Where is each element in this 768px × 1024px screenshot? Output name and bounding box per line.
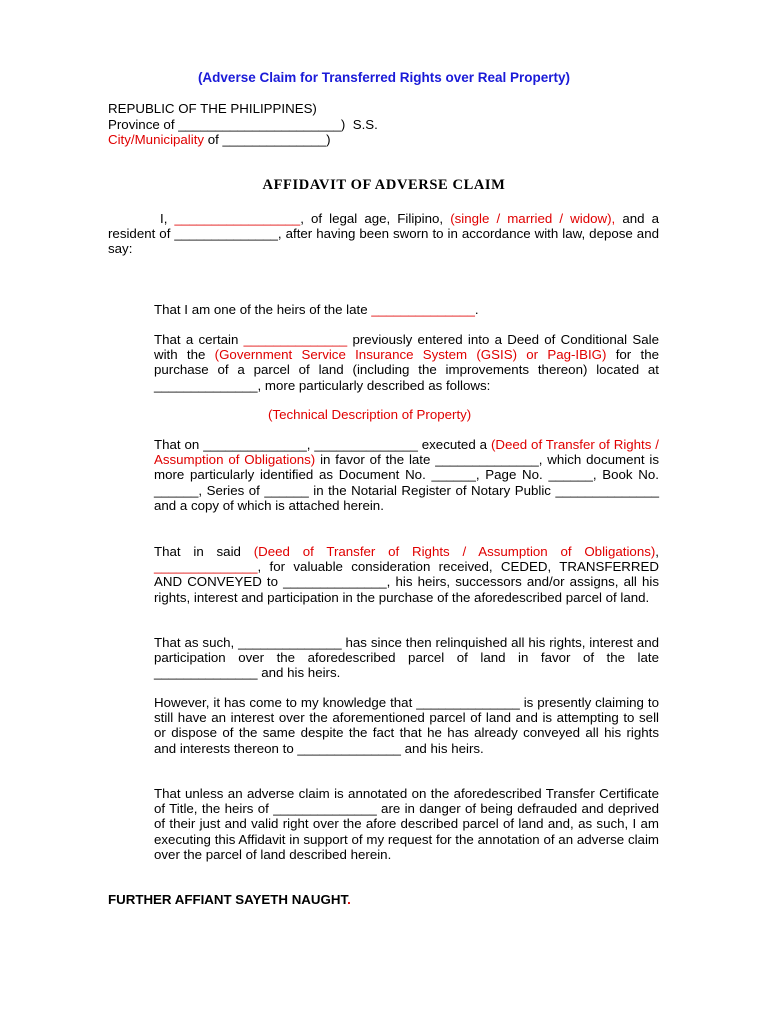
venue-city-label: City/Municipality — [108, 132, 205, 147]
paragraph-annotation: That unless an adverse claim is annotated on the aforedescribed Transfer Certificate of Title, the heirs of ______________ are in danger of being defrauded and deprived of their just and valid right over the afore described parcel of land and, as such, I am executing this Affidavit in support of my request for the annotation of an adverse claim over the parcel of land described herein. — [154, 786, 659, 862]
closing-statement: FURTHER AFFIANT SAYETH NAUGHT. — [108, 892, 351, 907]
paragraph-transfer: That in said (Deed of Transfer of Rights / Assumption of Obligations), ______________, for valuable consideration received, CEDED, TRANSFERRED AND CONVEYED to ______________, his heirs, successors and/or assigns, all his rights, interest and participation in the purchase of the aforedescribed parcel of land. — [154, 544, 659, 605]
deceased-name-blank: ______________ — [371, 302, 475, 317]
technical-description: (Technical Description of Property) — [268, 407, 472, 422]
venue-city — [108, 132, 331, 147]
affidavit-title: AFFIDAVIT OF ADVERSE CLAIM — [262, 177, 506, 193]
intro-paragraph: I, _________________, of legal age, Filipino, (single / married / widow), and a resident of ______________, after having been sworn to in accordance with law, depose and say: — [108, 211, 660, 257]
paragraph-relinquish: That as such, ______________ has since then relinquished all his rights, interest and participation over the aforedescribed parcel of land in favor of the late ______________ and his heirs. — [154, 635, 659, 681]
civil-status: (single / married / widow), — [450, 211, 616, 226]
paragraph-conditional-sale: That a certain ______________ previously entered into a Deed of Conditional Sale with the (Government Service Insurance System (GSIS) or Pag-IBIG) for the purchase of a parcel of land (including the improvements thereon) located at ______________, more particularly described as follows: — [154, 332, 659, 393]
venue-republic: REPUBLIC OF THE PHILIPPINES) — [108, 101, 317, 116]
paragraph-heir: That I am one of the heirs of the late ______________. — [154, 302, 479, 317]
venue-province: Province of ______________________) S.S. — [108, 117, 378, 132]
transferor-blank: ______________ — [154, 559, 258, 575]
deed-type-2: (Deed of Transfer of Rights / Assumption of Obligations) — [253, 544, 656, 559]
paragraph-deed-execution: That on ______________, ______________ executed a (Deed of Transfer of Rights / Assumption of Obligations) in favor of the late ______________, which document is more particularly identified as Document No. ______, Page No. ______, Book No. ______, Series of ______ in the Notarial Register of Notary Public ______________ and a copy of which is attached herein. — [154, 437, 660, 513]
affiant-name-blank: _________________ — [174, 211, 301, 226]
buyer-name-blank: ______________ — [243, 332, 348, 347]
venue-city-blank: of ______________) — [204, 132, 331, 147]
paragraph-knowledge: However, it has come to my knowledge that ______________ is presently claiming to still have an interest over the aforementioned parcel of land and is attempting to sell or dispose of the same despite the fact that he has already conveyed all his rights and interests thereon to ______________ and his heirs. — [154, 695, 659, 756]
agency-name: (Government Service Insurance System (GSIS) or Pag-IBIG) — [214, 347, 607, 363]
document-subtitle: (Adverse Claim for Transferred Rights over Real Property) — [197, 70, 571, 85]
closing-period: . — [347, 892, 351, 907]
deed-type: (Deed of Transfer of Rights / Assumption of Obligations) — [154, 437, 659, 468]
